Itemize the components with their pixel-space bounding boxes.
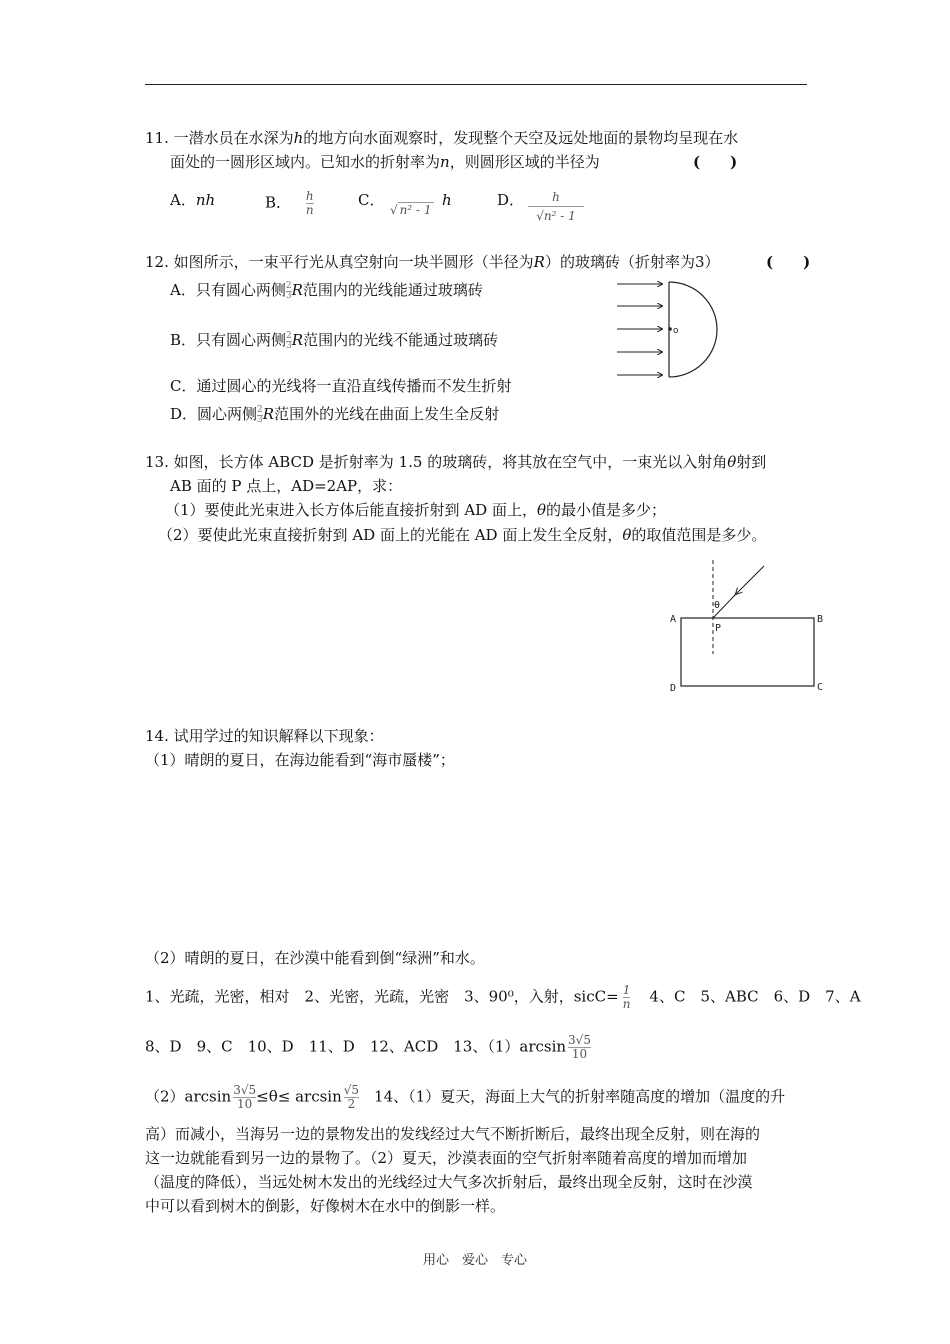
answers-line5: 这一边就能看到另一边的景物了。（2）夏天，沙漠表面的空气折射率随着高度的增加而增加	[145, 1149, 748, 1167]
q11-option-c-radical: √ n² - 1	[390, 203, 432, 217]
label-a: A	[670, 614, 677, 625]
label-c: C	[817, 682, 824, 693]
q13-sub2: （2）要使此光束直接折射到 AD 面上的光能在 AD 面上发生全反射，θ的取值范围是多少。	[158, 526, 767, 544]
q14-sub1: （1）晴朗的夏日，在海边能看到“海市蜃楼”；	[145, 751, 455, 769]
label-p: P	[715, 623, 722, 634]
answers-line3: （2）arcsin $\frac{3√5}{10}$ ≤θ≤ arcsin $\frac{√5}{2}$ 14、（1）夏天，海面上大气的折射率随高度的增加（温度的升	[145, 1083, 786, 1111]
q12-option-b: B．只有圆心两侧 $\frac{2}{3}$ R范围内的光线不能通过玻璃砖	[170, 330, 499, 351]
answers-line4: 高）而减小，当海另一边的景物发出的发线经过大气不断折断后，最终出现全反射，则在海的	[145, 1125, 761, 1143]
q13-rectangle-figure	[666, 560, 836, 700]
answers-line1: 1、光疏，光密，相对 2、光密，光疏，光密 3、90⁰，入射，sicC= $\frac{1}{n}$ 4、C 5、ABC 6、D 7、A	[145, 983, 861, 1011]
q11-option-a: A．nh	[170, 191, 216, 209]
center-point	[668, 327, 672, 331]
label-theta: θ	[714, 600, 721, 611]
page-footer: 用心 爱心 专心	[422, 1253, 527, 1268]
q11-option-d-fraction: h √n² - 1	[528, 188, 584, 225]
q11-option-c-h: h	[442, 191, 452, 209]
incident-ray-head	[734, 566, 764, 596]
q12-semicircle-figure	[612, 278, 722, 382]
q11-option-b: B． $\frac{h}{n}$	[265, 189, 314, 217]
answers-line7: 中可以看到树木的倒影，好像树木在水中的倒影一样。	[145, 1197, 506, 1215]
q11-answer-paren: ( )	[693, 153, 738, 171]
answers-line6: （温度的降低），当远处树木发出的光线经过大气多次折射后，最终出现全反射，这时在沙漠	[145, 1173, 753, 1191]
q12-option-a: A．只有圆心两侧 $\frac{2}{3}$ R范围内的光线能通过玻璃砖	[170, 280, 483, 301]
label-d: D	[670, 683, 677, 694]
q11-line1: 11. 一潜水员在水深为h的地方向水面观察时，发现整个天空及远处地面的景物均呈现在水	[145, 129, 739, 147]
q12-answer-paren: ( )	[766, 253, 811, 271]
q12-option-c: C．通过圆心的光线将一直沿直线传播而不发生折射	[170, 377, 512, 395]
q12-option-d: D．圆心两侧 $\frac{2}{3}$ R范围外的光线在曲面上发生全反射	[170, 404, 500, 425]
q13-sub1: （1）要使此光束进入长方体后能直接折射到 AD 面上，θ的最小值是多少；	[165, 501, 666, 519]
label-b: B	[817, 614, 824, 625]
q11-line2: 面处的一圆形区域内。已知水的折射率为n，则圆形区域的半径为	[170, 153, 600, 171]
header-rule	[145, 84, 807, 85]
center-label: o	[673, 326, 679, 336]
q14-sub2: （2）晴朗的夏日，在沙漠中能看到倒“绿洲”和水。	[145, 949, 485, 967]
q14-stem: 14. 试用学过的知识解释以下现象：	[145, 727, 384, 745]
q11-option-d: D．	[497, 191, 525, 209]
q12-stem: 12. 如图所示，一束平行光从真空射向一块半圆形（半径为R）的玻璃砖（折射率为3）	[145, 253, 720, 271]
glass-block	[681, 618, 814, 686]
q13-line1: 13. 如图，长方体 ABCD 是折射率为 1.5 的玻璃砖，将其放在空气中，一束光以入射角θ射到	[145, 453, 767, 471]
q11-option-c: C．	[358, 191, 385, 209]
q13-line2: AB 面的 P 点上，AD=2AP，求：	[170, 477, 403, 495]
answers-line2: 8、D 9、C 10、D 11、D 12、ACD 13、（1）arcsin $\frac{3√5}{10}$	[145, 1033, 591, 1061]
